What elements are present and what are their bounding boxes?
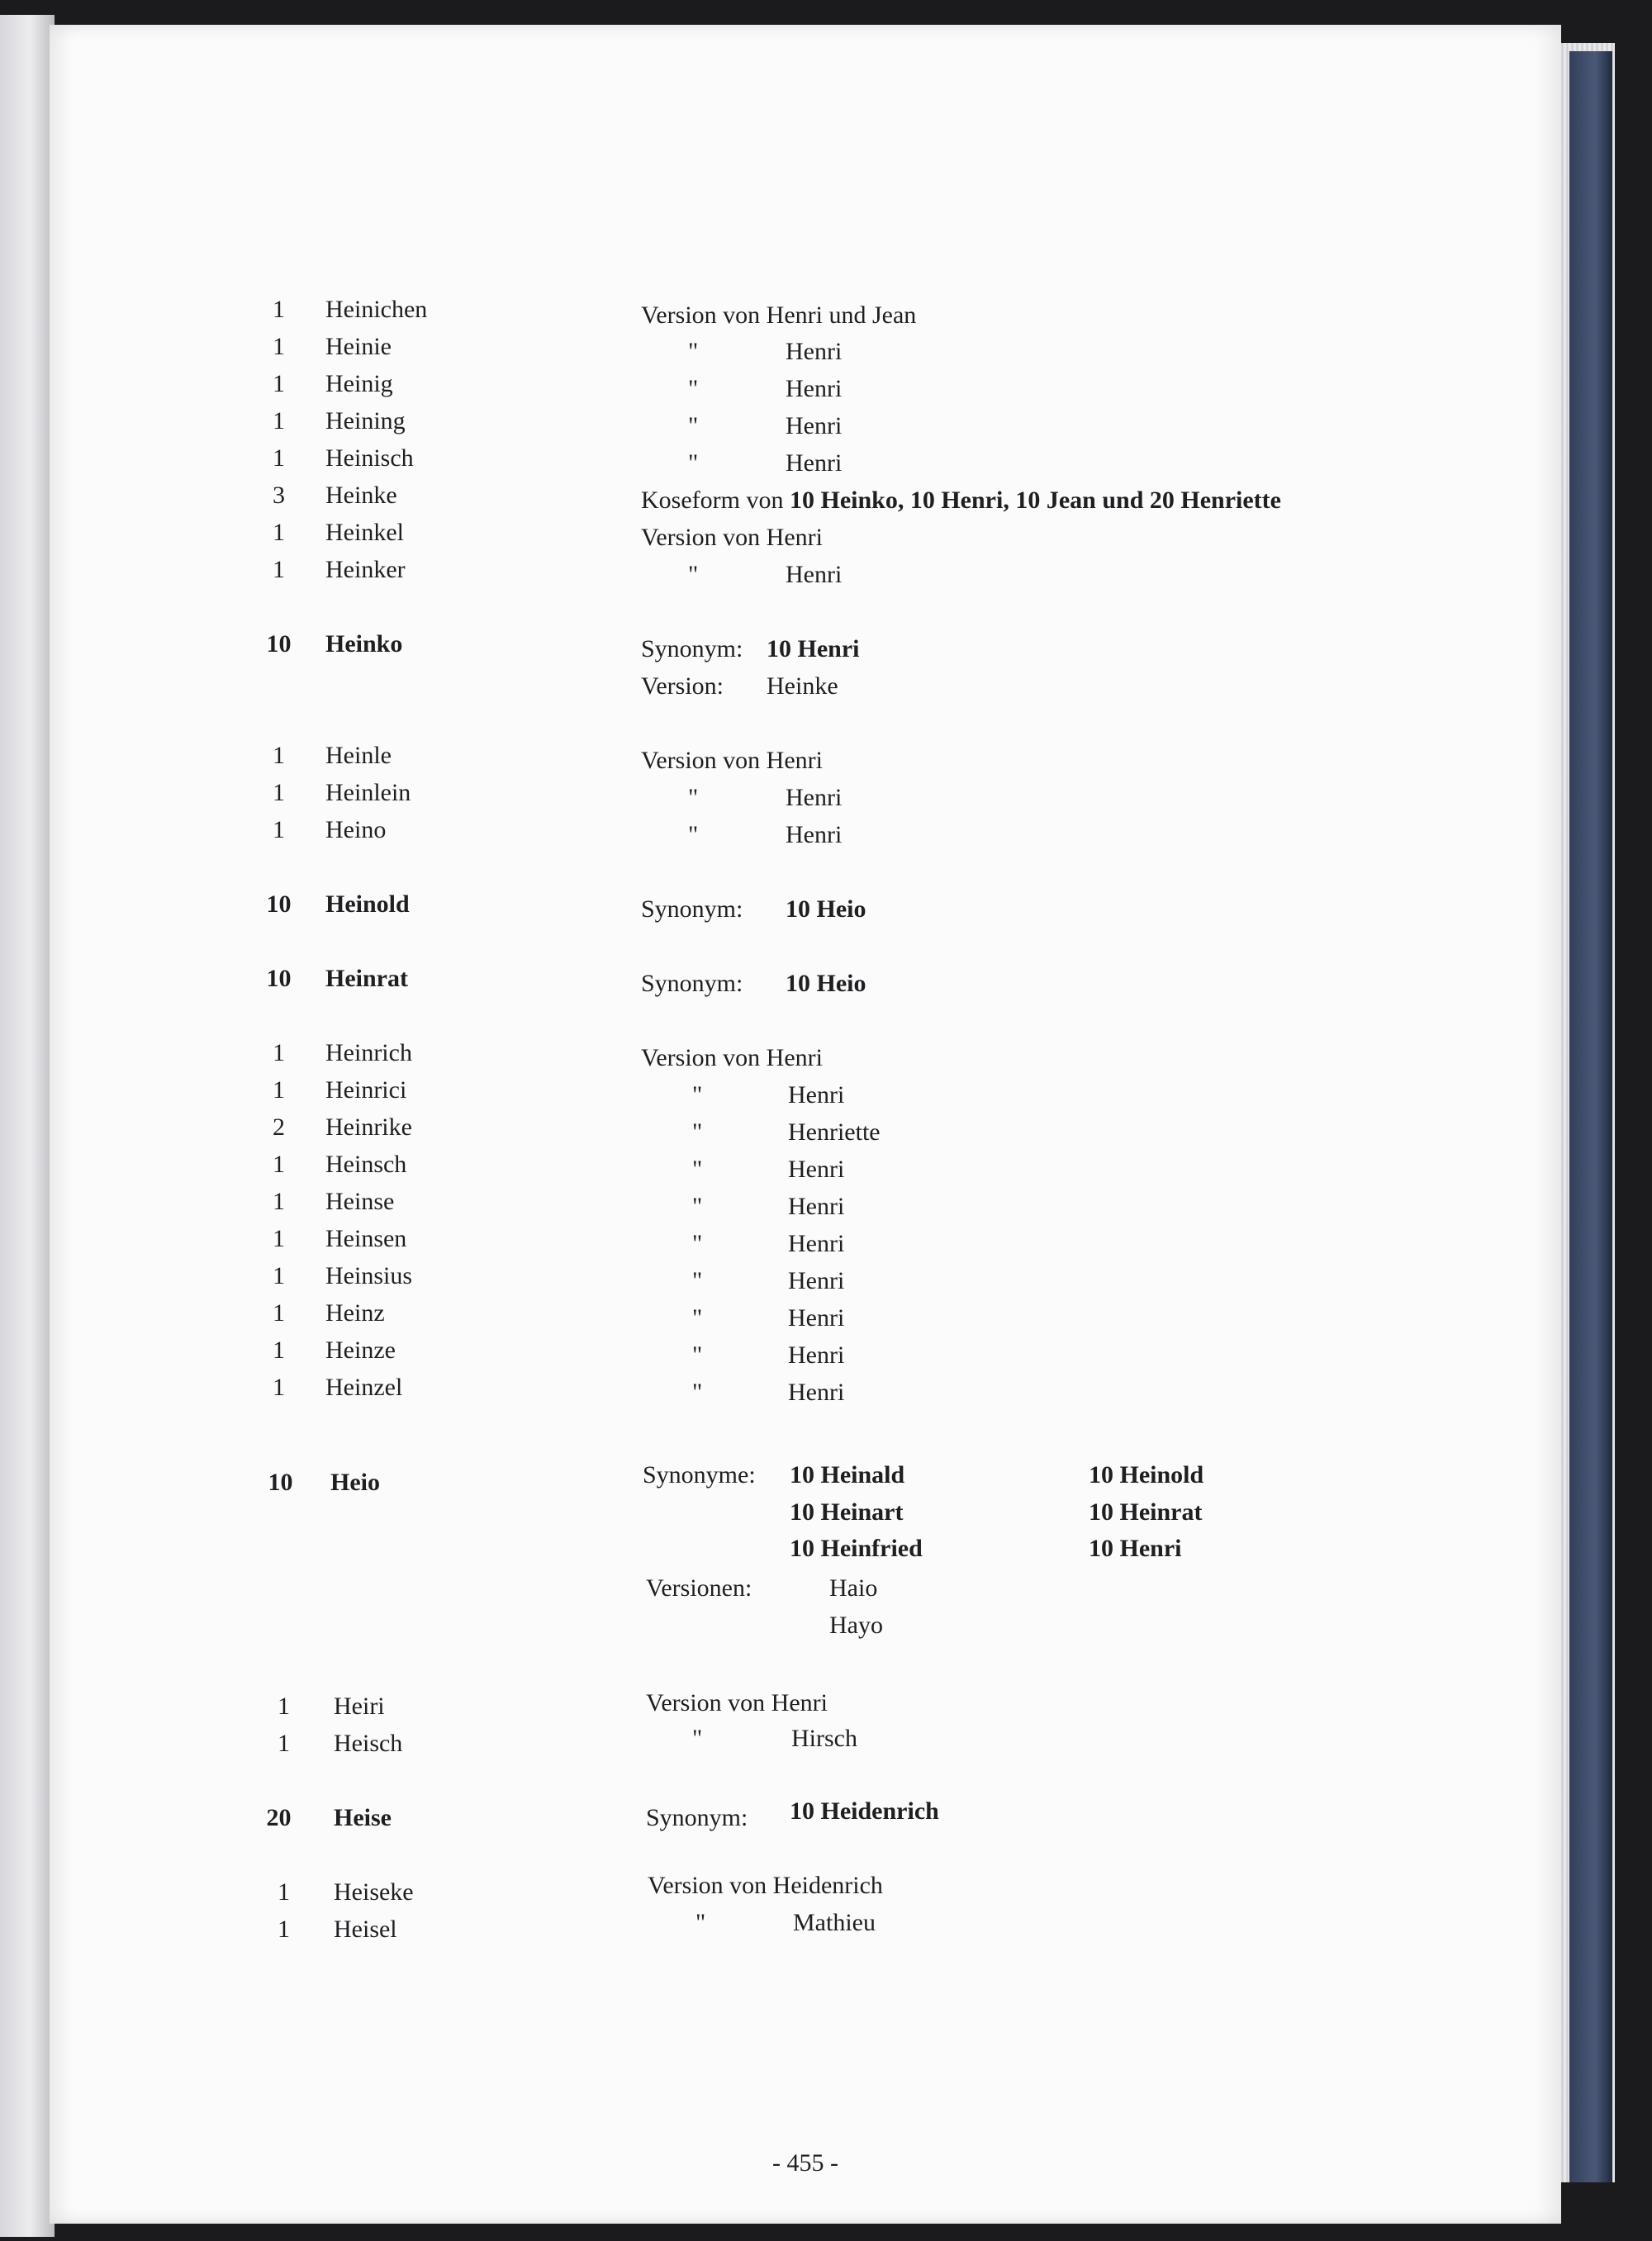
entry-name: Heinrici [325,1076,407,1104]
entry-row [50,625,1561,663]
entry-name: Heinz [325,1299,385,1327]
entry-reference: Henri [788,1081,845,1109]
entry-count: 1 [273,1151,285,1178]
entry-name: Heise [334,1804,392,1831]
entry-name: Heinle [325,742,392,769]
entry-row [50,1071,1561,1109]
synonym-label: Synonyme: [643,1461,756,1488]
entry-count: 1 [273,556,285,583]
entry-row [50,811,1561,849]
entry-description: Version von Henri [641,747,823,774]
entry-name: Heinsius [325,1262,412,1289]
entry-reference: Henri [788,1304,845,1332]
entry-name: Heinrat [325,965,408,992]
entry-count: 1 [273,519,285,546]
ditto-mark: " [692,1230,703,1257]
entry-name: Heinichen [325,296,428,323]
synonym-value: 10 Heinold [1089,1461,1204,1488]
entry-row [50,1369,1561,1407]
page-number: - 455 - [772,2149,838,2177]
ditto-mark: " [692,1725,703,1752]
entry-count: 1 [278,1730,290,1757]
entry-count: 1 [278,1878,290,1906]
ditto-mark: " [692,1081,703,1109]
ditto-mark: " [695,1909,706,1936]
version-label: Versionen: [646,1574,752,1602]
entry-row [50,439,1561,477]
entry-name: Heinke [325,482,397,509]
entry-description: Version von Henri [641,524,823,551]
entry-count: 1 [273,444,285,472]
entry-count: 1 [273,1225,285,1252]
ditto-mark: " [692,1267,703,1294]
ditto-mark: " [692,1118,703,1146]
entry-row [50,1911,1561,1949]
entry-row [50,1799,1561,1837]
entry-name: Heiseke [334,1878,414,1906]
koseform-text [641,487,1281,514]
synonym-value: 10 Henri [1089,1535,1182,1562]
entry-row [50,291,1561,329]
synonym-value: 10 Heinfried [790,1535,923,1562]
entry-row [50,737,1561,775]
ditto-mark: " [688,449,699,477]
ditto-mark: " [692,1156,703,1183]
entry-reference: Henri [786,375,843,402]
entry-reference: Henri [788,1230,845,1257]
entry-row [50,1725,1561,1763]
entry-row [50,1294,1561,1332]
entry-count: 3 [273,482,285,509]
entry-row [50,1257,1561,1295]
entry-row [50,1183,1561,1221]
synonym-value: 10 Heidenrich [790,1797,939,1825]
entry-row [50,477,1561,515]
entry-count: 1 [273,370,285,397]
entry-row [50,328,1561,366]
book-page [50,25,1561,2224]
version-label: Version: [641,672,724,700]
entry-reference: Henri [788,1379,845,1406]
koseform-prefix: Koseform von [641,487,790,514]
entry-row [50,1569,1561,1607]
entry-count: 1 [273,1076,285,1104]
entry-row [50,1220,1561,1258]
entry-row [50,1493,1561,1531]
synonym-value: 10 Heinart [790,1498,904,1526]
entry-name: Heinold [325,890,410,918]
entry-reference: Henri [786,821,843,848]
entry-name: Heinsen [325,1225,407,1252]
entry-count: 10 [266,965,292,992]
entry-row [50,1034,1561,1072]
entry-description: Version von Henri [646,1689,828,1716]
entry-row [50,1332,1561,1370]
entry-name: Heinker [325,556,406,583]
synonym-label: Synonym: [641,635,743,662]
entry-row [50,514,1561,552]
entry-count: 1 [273,407,285,434]
entry-name: Heisel [334,1916,397,1943]
entry-row [50,365,1561,403]
entry-count: 1 [273,1039,285,1066]
ditto-mark: " [688,561,699,588]
entry-count: 1 [273,1299,285,1327]
entry-name: Heinkel [325,519,404,546]
entry-name: Heiri [334,1693,385,1720]
entry-name: Heinzel [325,1374,403,1401]
entry-reference: Henriette [788,1118,881,1146]
synonym-label: Synonym: [641,895,743,923]
entry-name: Heinsch [325,1151,407,1178]
entry-row [50,774,1561,812]
entry-count: 1 [273,1337,285,1364]
version-value: Hayo [829,1612,883,1639]
version-value: Heinke [767,672,838,700]
entry-count: 10 [266,630,292,658]
left-page-edge [0,15,55,2237]
ditto-mark: " [692,1193,703,1220]
ditto-mark: " [688,412,699,439]
entry-count: 1 [273,1262,285,1289]
ditto-mark: " [688,784,699,811]
synonym-value: 10 Henri [767,635,860,662]
entry-count: 1 [273,779,285,806]
entry-row [50,1146,1561,1184]
ditto-mark: " [692,1341,703,1369]
entry-reference: Henri [788,1156,845,1183]
ditto-mark: " [688,821,699,848]
entry-name: Heio [330,1469,380,1496]
synonym-value: 10 Heinrat [1089,1498,1203,1526]
entry-reference: Henri [786,784,843,811]
entry-row [50,551,1561,589]
version-value: Haio [829,1574,878,1602]
book-cover-edge [1569,51,1612,2182]
entry-name: Heinig [325,370,393,397]
entry-name: Heinko [325,630,403,658]
entry-description: Version von Henri [641,1044,823,1071]
entry-row [50,662,1561,700]
entry-count: 1 [273,742,285,769]
entry-name: Heino [325,816,387,843]
entry-description: Version von Heidenrich [648,1872,883,1899]
entry-reference: Henri [788,1193,845,1220]
entry-reference: Henri [788,1267,845,1294]
entry-count: 1 [273,1374,285,1401]
entry-row [50,402,1561,440]
synonym-label: Synonym: [641,970,743,997]
entry-count: 1 [273,296,285,323]
entry-name: Heinze [325,1337,396,1364]
entry-row [50,1530,1561,1568]
entry-reference: Mathieu [793,1909,876,1936]
entry-name: Heining [325,407,406,434]
entry-reference: Henri [786,338,843,365]
entry-row [50,1109,1561,1147]
entry-reference: Henri [786,561,843,588]
entry-reference: Hirsch [791,1725,857,1752]
entry-name: Heinisch [325,444,414,472]
entry-count: 1 [278,1916,290,1943]
entry-name: Heinrike [325,1113,412,1141]
synonym-value: 10 Heio [786,895,866,923]
entry-row [50,885,1561,923]
entry-count: 10 [268,1469,293,1496]
synonym-value: 10 Heinald [790,1461,905,1488]
synonym-label: Synonym: [646,1804,748,1831]
entry-reference: Henri [786,449,843,477]
entry-name: Heisch [334,1730,403,1757]
entry-count: 2 [273,1113,285,1141]
entry-count: 1 [278,1693,290,1720]
entry-name: Heinlein [325,779,411,806]
ditto-mark: " [688,338,699,365]
koseform-names: 10 Heinko, 10 Henri, 10 Jean und 20 Henriette [789,487,1281,514]
entry-name: Heinie [325,333,392,360]
entry-reference: Henri [786,412,843,439]
entry-count: 1 [273,1188,285,1215]
synonym-value: 10 Heio [786,970,866,997]
entry-row [50,960,1561,998]
ditto-mark: " [688,375,699,402]
entry-count: 1 [273,333,285,360]
entry-name: Heinse [325,1188,395,1215]
entry-count: 20 [266,1804,292,1831]
ditto-mark: " [692,1379,703,1406]
entry-name: Heinrich [325,1039,412,1066]
entry-row [50,1607,1561,1645]
entry-count: 1 [273,816,285,843]
ditto-mark: " [692,1304,703,1332]
entry-description: Version von Henri und Jean [641,301,917,329]
entry-count: 10 [266,890,292,918]
entry-reference: Henri [788,1341,845,1369]
